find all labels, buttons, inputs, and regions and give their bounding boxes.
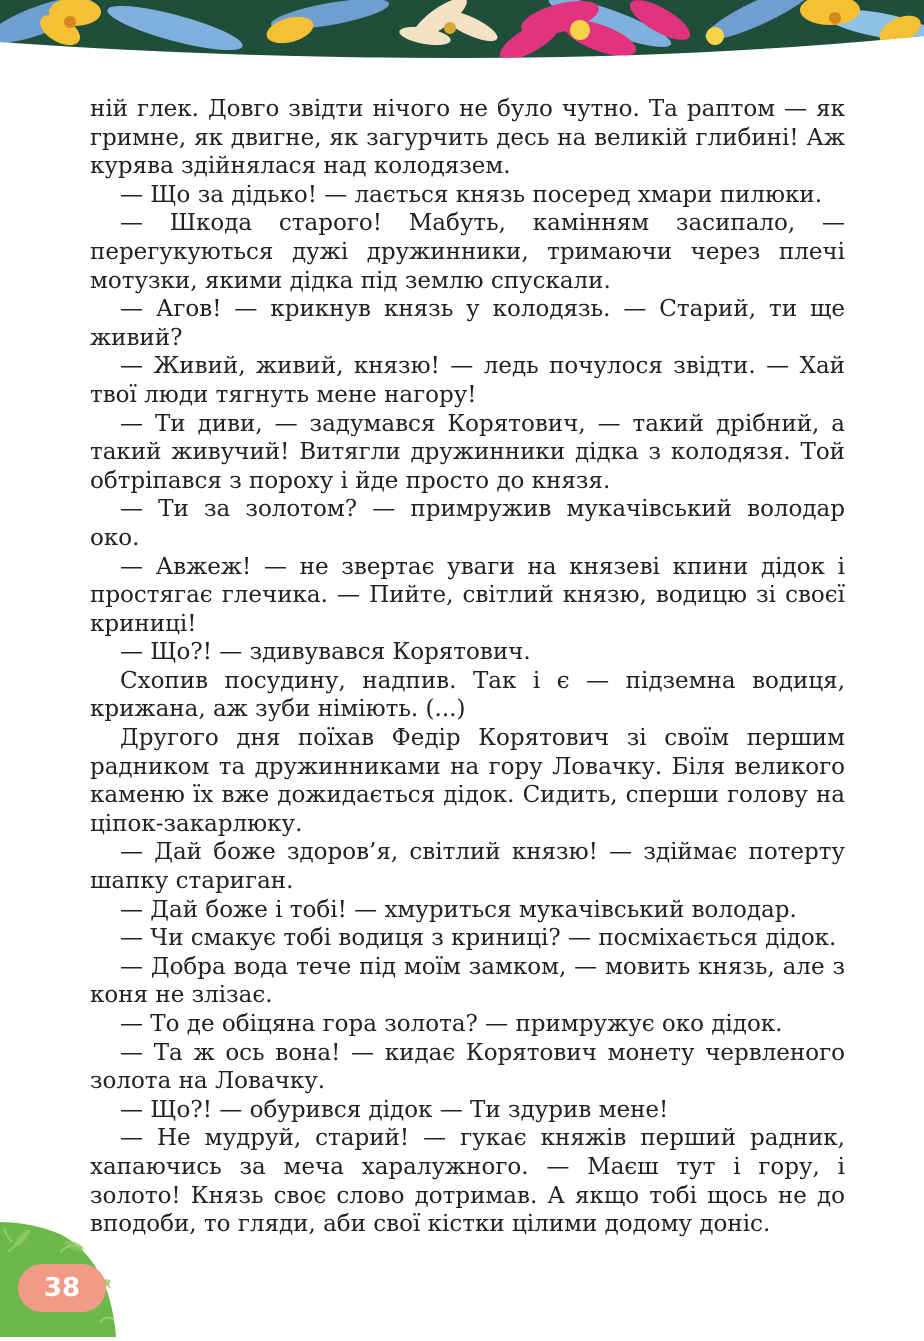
flower-banner-decoration bbox=[0, 0, 924, 60]
paragraph: — Агов! — крикнув князь у колодязь. — Старий, ти ще живий? bbox=[90, 296, 845, 351]
page-number: 38 bbox=[18, 1264, 106, 1312]
paragraph: — Ти за золотом? — примружив мукачівський володар око. bbox=[90, 496, 845, 551]
paragraph: — Що за дідько! — лається князь посеред хмари пилюки. bbox=[120, 181, 823, 208]
paragraph: — Не мудруй, старий! — гукає княжів перший радник, хапаючись за меча харалужного. — Маєш тут і гору, і золото! Князь своє слово дотримав. А якщо тобі щось не до вподоби, то гляди, аби свої кістки цілими додому доніс. bbox=[90, 1125, 845, 1238]
paragraph: — Живий, живий, князю! — ледь почулося звідти. — Хай твої люди тягнуть мене нагору! bbox=[90, 353, 845, 408]
paragraph: — Дай боже і тобі! — хмуриться мукачівський володар. bbox=[120, 896, 797, 923]
paragraph: — Чи смакує тобі водиця з криниці? — посміхається дідок. bbox=[120, 925, 837, 952]
paragraph: — Що?! — обурився дідок — Ти здурив мене! bbox=[120, 1096, 669, 1123]
paragraph: ній глек. Довго звідти нічого не було чутно. Та раптом — як гримне, як двигне, як загурчить десь на великій глибині! Аж курява здійнялася над колодязем. bbox=[90, 96, 845, 180]
paragraph: — То де обіцяна гора золота? — примружує око дідок. bbox=[120, 1011, 783, 1037]
paragraph: Схопив посудину, надпив. Так і є — підземна водиця, крижана, аж зуби німіють. (...) bbox=[90, 667, 845, 723]
paragraph: — Шкода старого! Мабуть, камінням засипало, — перегукуються дужі дружинники, тримаючи через плечі мотузки, якими дідка під землю спускали. bbox=[90, 210, 845, 294]
paragraph: — Добра вода тече під моїм замком, — мовить князь, але з коня не злізає. bbox=[90, 953, 845, 1009]
paragraph: — Та ж ось вона! — кидає Корятович монету червленого золота на Ловачку. bbox=[90, 1039, 845, 1095]
paragraph: — Ти диви, — задумався Корятович, — такий дрібний, а такий живучий! Витягли дружинники дідка з колодязя. Той обтріпався з пороху і йде просто до князя. bbox=[90, 410, 845, 494]
paragraph: — Дай боже здоров’я, світлий князю! — здіймає потерту шапку стариган. bbox=[90, 839, 845, 895]
story-text bbox=[90, 95, 845, 1239]
paragraph: — Що?! — здивувався Корятович. bbox=[120, 639, 531, 666]
paragraph: Другого дня поїхав Федір Корятович зі своїм першим радником та дружинниками на гору Ловачку. Біля великого каменю їх вже дожидається дідок. Сидить, сперши голову на ціпок-закарлюку. bbox=[90, 725, 845, 837]
paragraph: — Авжеж! — не звертає уваги на князеві кпини дідок і простягає глечика. — Пийте, світлий князю, водицю зі своєї криниці! bbox=[90, 553, 845, 637]
